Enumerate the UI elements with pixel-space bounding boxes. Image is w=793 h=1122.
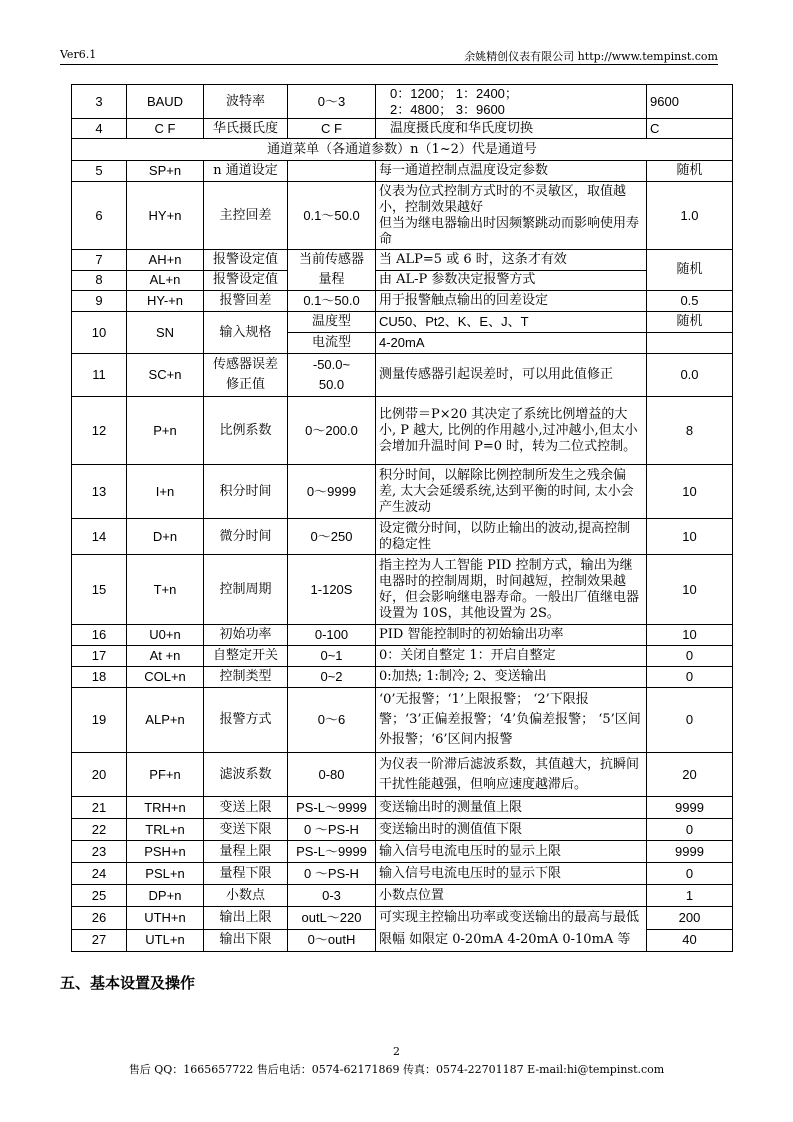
param-name: 报警设定值 (204, 270, 288, 291)
table-row (72, 667, 733, 688)
table-row (72, 397, 733, 465)
param-code: TRH+n (127, 797, 204, 819)
param-code: P+n (127, 397, 204, 465)
param-desc: 温度摄氏度和华氏度切换 (376, 119, 647, 139)
param-name: 微分时间 (204, 519, 288, 555)
table-row (72, 250, 733, 271)
param-range: 0 ～PS-H (288, 863, 376, 885)
param-name: 控制类型 (204, 667, 288, 688)
param-range: -50.0~ 50.0 (288, 354, 376, 397)
table-row (72, 119, 733, 139)
param-no: 25 (72, 885, 127, 907)
param-type-temperature: 温度型 (288, 312, 376, 333)
param-name: 变送上限 (204, 797, 288, 819)
param-desc: 变送输出时的测值值下限 (376, 819, 647, 841)
param-default: 0 (647, 688, 733, 753)
param-range: 0-100 (288, 625, 376, 646)
param-no: 9 (72, 291, 127, 312)
param-code: HY+n (127, 182, 204, 250)
channel-menu-heading: 通道菜单（各通道参数）n（1~2）代是通道号 (72, 139, 733, 161)
param-code: At +n (127, 646, 204, 667)
param-range: 0～3 (288, 85, 376, 119)
param-default: 0 (647, 646, 733, 667)
param-range: 当前传感器 量程 (288, 250, 376, 291)
param-code: I+n (127, 465, 204, 519)
param-code: D+n (127, 519, 204, 555)
param-name: 波特率 (204, 85, 288, 119)
param-code: ALP+n (127, 688, 204, 753)
section-heading: 五、基本设置及操作 (60, 974, 196, 992)
param-default: 9999 (647, 797, 733, 819)
param-desc: 输入信号电流电压时的显示上限 (376, 841, 647, 863)
param-type-current: 电流型 (288, 333, 376, 354)
param-no: 19 (72, 688, 127, 753)
param-default: 20 (647, 753, 733, 797)
param-no: 27 (72, 929, 127, 952)
param-default: 40 (647, 929, 733, 952)
param-no: 7 (72, 250, 127, 271)
table-row (72, 885, 733, 907)
table-row (72, 182, 733, 250)
param-no: 6 (72, 182, 127, 250)
section-row (72, 139, 733, 161)
param-range: 0～6 (288, 688, 376, 753)
param-code: SN (127, 312, 204, 354)
page-number: 2 (393, 1045, 400, 1058)
param-no: 14 (72, 519, 127, 555)
table-row (72, 354, 733, 397)
param-range: 0～9999 (288, 465, 376, 519)
param-default: C (647, 119, 733, 139)
table-row (72, 797, 733, 819)
param-range: 0~1 (288, 646, 376, 667)
param-no: 12 (72, 397, 127, 465)
table-row (72, 161, 733, 182)
param-range: 0～200.0 (288, 397, 376, 465)
param-desc: ‘0’无报警；‘1’上限报警； ‘2’下限报警；‘3’正偏差报警；‘4’负偏差报警； ‘5’区间外报警；‘6’区间内报警 (376, 688, 647, 753)
table-row (72, 291, 733, 312)
table-row (72, 907, 733, 930)
param-range: 0~2 (288, 667, 376, 688)
footer-contact: 售后 QQ：1665657722 售后电话：0574-62171869 传真：0574-22701187 E-mail:hi@tempinst.com (128, 1063, 665, 1076)
param-code: UTH+n (127, 907, 204, 930)
param-range: 0～outH (288, 929, 376, 952)
table-row (72, 465, 733, 519)
param-range: PS-L～9999 (288, 797, 376, 819)
param-name: n 通道设定 (204, 161, 288, 182)
param-name: 滤波系数 (204, 753, 288, 797)
param-name: 比例系数 (204, 397, 288, 465)
param-no: 8 (72, 270, 127, 291)
param-code: UTL+n (127, 929, 204, 952)
param-default: 9600 (647, 85, 733, 119)
param-name: 华氏摄氏度 (204, 119, 288, 139)
param-no: 5 (72, 161, 127, 182)
param-code: T+n (127, 555, 204, 625)
param-desc: PID 智能控制时的初始输出功率 (376, 625, 647, 646)
param-range: PS-L～9999 (288, 841, 376, 863)
table-row (72, 519, 733, 555)
table-row (72, 625, 733, 646)
param-no: 3 (72, 85, 127, 119)
param-range: 1-120S (288, 555, 376, 625)
param-no: 10 (72, 312, 127, 354)
param-name: 输出下限 (204, 929, 288, 952)
param-default (647, 333, 733, 354)
param-no: 17 (72, 646, 127, 667)
param-no: 24 (72, 863, 127, 885)
param-name: 报警方式 (204, 688, 288, 753)
param-no: 18 (72, 667, 127, 688)
param-code: TRL+n (127, 819, 204, 841)
param-no: 11 (72, 354, 127, 397)
param-default: 10 (647, 625, 733, 646)
param-range: C F (288, 119, 376, 139)
param-code: SC+n (127, 354, 204, 397)
param-default: 1.0 (647, 182, 733, 250)
param-default: 随机 (647, 161, 733, 182)
param-default: 随机 (647, 312, 733, 333)
param-no: 15 (72, 555, 127, 625)
param-no: 20 (72, 753, 127, 797)
param-desc: CU50、Pt2、K、E、J、T (376, 312, 647, 333)
param-default: 1 (647, 885, 733, 907)
param-default: 10 (647, 519, 733, 555)
param-code: AL+n (127, 270, 204, 291)
param-desc: 测量传感器引起误差时，可以用此值修正 (376, 354, 647, 397)
param-name: 输出上限 (204, 907, 288, 930)
param-name: 量程上限 (204, 841, 288, 863)
param-default: 0.0 (647, 354, 733, 397)
param-range: 0.1～50.0 (288, 291, 376, 312)
param-code: COL+n (127, 667, 204, 688)
param-range: 0 ～PS-H (288, 819, 376, 841)
header-version: Ver6.1 (60, 48, 97, 61)
param-desc: 0:加热; 1:制冷; 2、变送输出 (376, 667, 647, 688)
param-name: 变送下限 (204, 819, 288, 841)
param-desc: 变送输出时的测量值上限 (376, 797, 647, 819)
param-desc: 设定微分时间，以防止输出的波动,提高控制的稳定性 (376, 519, 647, 555)
param-desc: 用于报警触点输出的回差设定 (376, 291, 647, 312)
table-row (72, 646, 733, 667)
param-no: 4 (72, 119, 127, 139)
param-name: 报警回差 (204, 291, 288, 312)
param-name: 初始功率 (204, 625, 288, 646)
param-desc: 可实现主控输出功率或变送输出的最高与最低限幅 如限定 0-20mA 4-20mA 0-10mA 等 (376, 907, 647, 952)
param-code: HY-+n (127, 291, 204, 312)
table-row (72, 863, 733, 885)
param-default: 8 (647, 397, 733, 465)
param-default: 9999 (647, 841, 733, 863)
table-row (72, 85, 733, 119)
param-desc: 指主控为人工智能 PID 控制方式，输出为继电器时的控制周期，时间越短，控制效果越好，但会影响继电器寿命。一般出厂值继电器设置为 10S，其他设置为 2S。 (376, 555, 647, 625)
param-no: 22 (72, 819, 127, 841)
param-name: 输入规格 (204, 312, 288, 354)
param-default: 0 (647, 863, 733, 885)
param-name: 积分时间 (204, 465, 288, 519)
param-code: AH+n (127, 250, 204, 271)
param-no: 23 (72, 841, 127, 863)
table-row (72, 555, 733, 625)
param-desc: 比例带＝P×20 其决定了系统比例增益的大小, P 越大, 比例的作用越小,过冲越小,但太小会增加升温时间 P=0 时，转为二位式控制。 (376, 397, 647, 465)
param-default: 200 (647, 907, 733, 930)
param-name: 小数点 (204, 885, 288, 907)
param-range (288, 161, 376, 182)
table-row (72, 841, 733, 863)
param-desc: 由 AL-P 参数决定报警方式 (376, 270, 647, 291)
param-range: 0-3 (288, 885, 376, 907)
table-row (72, 270, 733, 291)
header-company: 余姚精创仪表有限公司 http://www.tempinst.com (464, 50, 718, 63)
param-no: 21 (72, 797, 127, 819)
param-default: 10 (647, 555, 733, 625)
param-desc: 为仪表一阶滞后滤波系数，其值越大，抗瞬间干扰性能越强，但响应速度越滞后。 (376, 753, 647, 797)
param-desc: 0：关闭自整定 1：开启自整定 (376, 646, 647, 667)
param-name: 自整定开关 (204, 646, 288, 667)
param-desc: 当 ALP=5 或 6 时，这条才有效 (376, 250, 647, 271)
param-no: 13 (72, 465, 127, 519)
param-default: 10 (647, 465, 733, 519)
table-row (72, 312, 733, 333)
param-name: 传感器误差 修正值 (204, 354, 288, 397)
param-desc: 小数点位置 (376, 885, 647, 907)
param-code: U0+n (127, 625, 204, 646)
param-desc: 仪表为位式控制方式时的不灵敏区，取值越小，控制效果越好 但当为继电器输出时因频繁跳动而影响使用寿命 (376, 182, 647, 250)
parameter-table (71, 84, 733, 952)
param-code: C F (127, 119, 204, 139)
param-name: 控制周期 (204, 555, 288, 625)
table-row (72, 688, 733, 753)
param-desc: 4-20mA (376, 333, 647, 354)
param-code: BAUD (127, 85, 204, 119)
param-desc: 0：1200； 1：2400； 2：4800； 3：9600 (376, 85, 647, 119)
param-range: 0.1～50.0 (288, 182, 376, 250)
param-name: 报警设定值 (204, 250, 288, 271)
param-code: DP+n (127, 885, 204, 907)
header-divider (60, 64, 718, 65)
param-desc: 每一通道控制点温度设定参数 (376, 161, 647, 182)
param-range: outL～220 (288, 907, 376, 930)
param-desc: 积分时间，以解除比例控制所发生之残余偏差, 太大会延缓系统,达到平衡的时间, 太小会产生波动 (376, 465, 647, 519)
param-no: 26 (72, 907, 127, 930)
param-code: PSL+n (127, 863, 204, 885)
param-desc: 输入信号电流电压时的显示下限 (376, 863, 647, 885)
param-name: 量程下限 (204, 863, 288, 885)
table-row (72, 819, 733, 841)
param-range: 0-80 (288, 753, 376, 797)
param-code: PF+n (127, 753, 204, 797)
param-range: 0～250 (288, 519, 376, 555)
param-default: 0.5 (647, 291, 733, 312)
param-code: PSH+n (127, 841, 204, 863)
table-row (72, 753, 733, 797)
param-default: 0 (647, 819, 733, 841)
param-default: 0 (647, 667, 733, 688)
param-no: 16 (72, 625, 127, 646)
param-code: SP+n (127, 161, 204, 182)
param-default: 随机 (647, 250, 733, 291)
param-name: 主控回差 (204, 182, 288, 250)
